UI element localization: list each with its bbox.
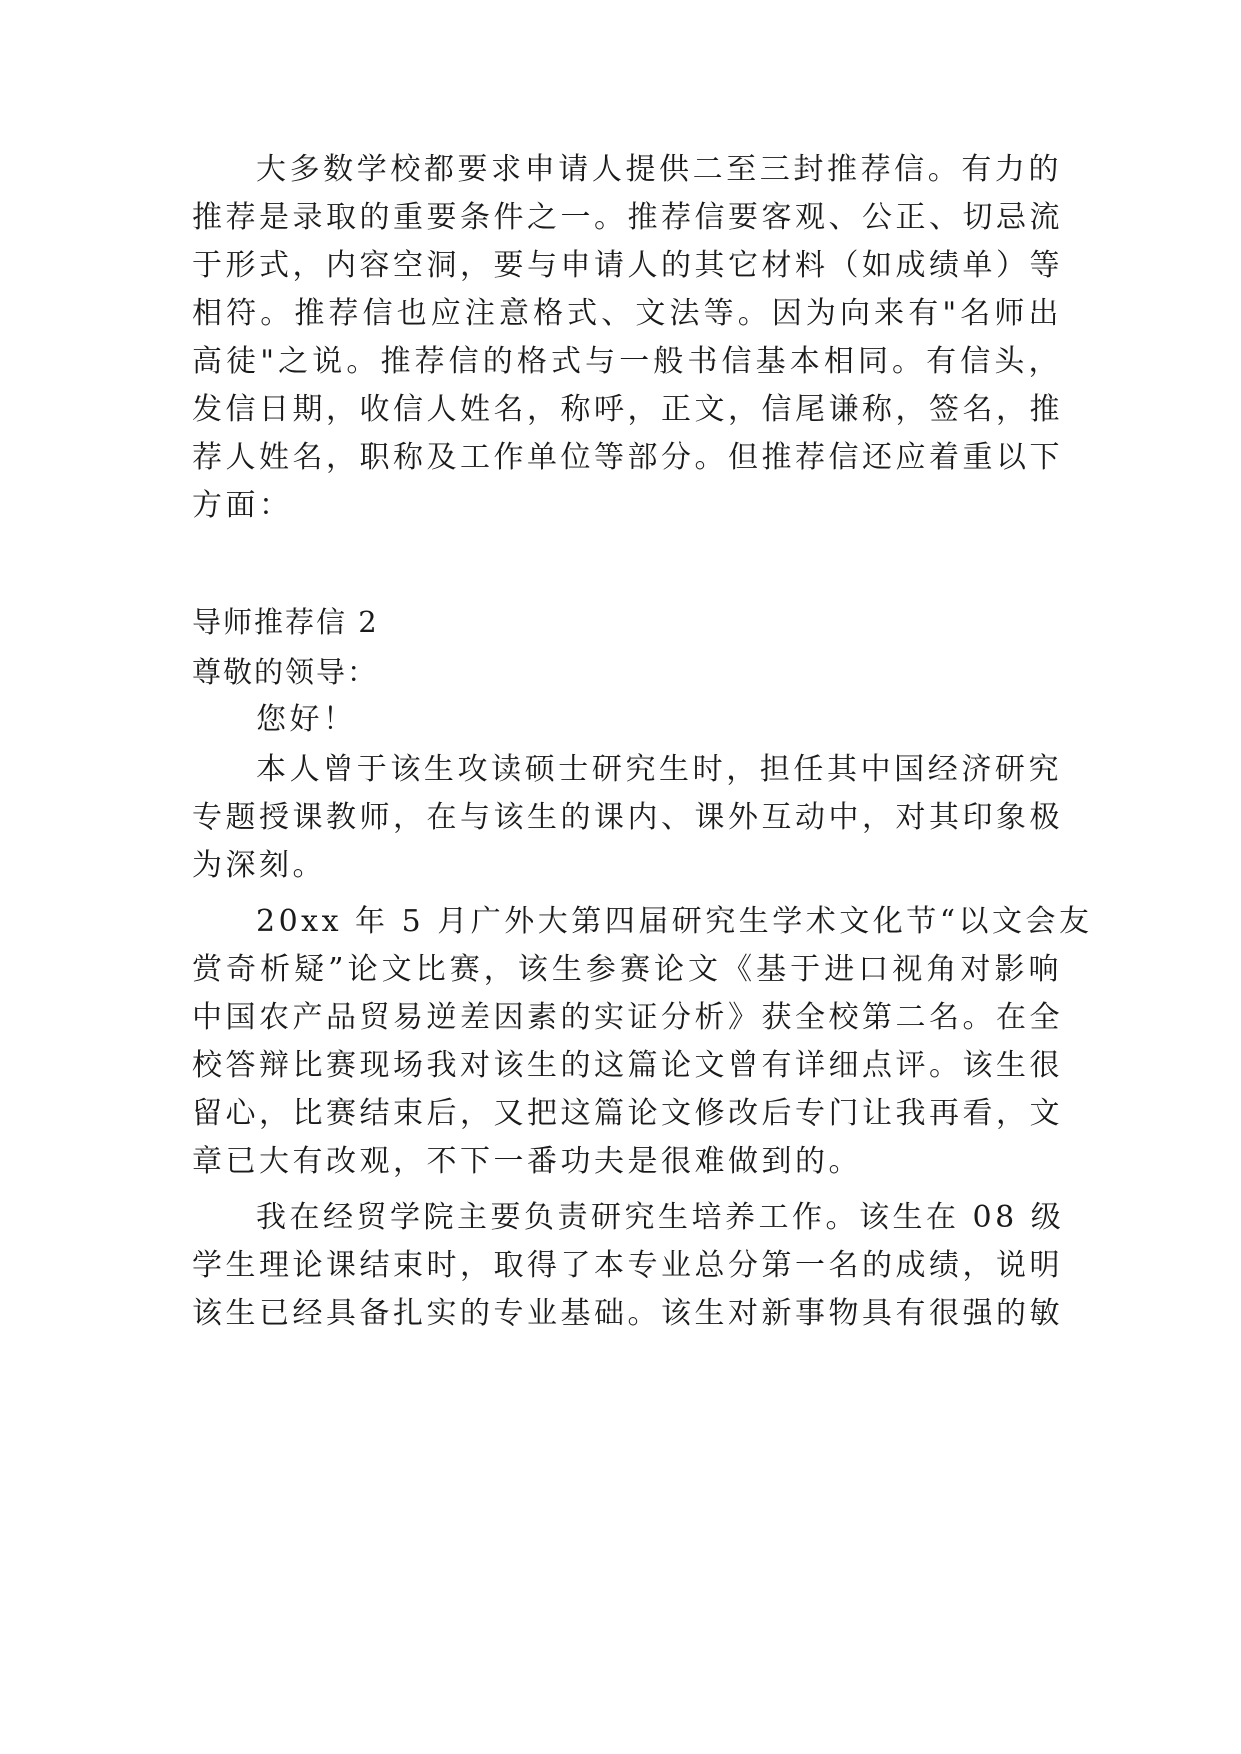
p3-line-3: 该生已经具备扎实的专业基础。该生对新事物具有很强的敏 xyxy=(192,1296,1063,1331)
p2-line-6: 章已大有改观，不下一番功夫是很难做到的。 xyxy=(192,1144,862,1179)
intro-line-3: 于形式，内容空洞，要与申请人的其它材料（如成绩单）等 xyxy=(192,248,1063,283)
intro-line-4: 相符。推荐信也应注意格式、文法等。因为向来有"名师出 xyxy=(192,296,1062,331)
p2-line-1: 20xx 年 5 月广外大第四届研究生学术文化节“以文会友 xyxy=(256,904,1093,939)
intro-line-5: 高徒"之说。推荐信的格式与一般书信基本相同。有信头， xyxy=(192,344,1062,379)
intro-line-6: 发信日期，收信人姓名，称呼，正文，信尾谦称，签名，推 xyxy=(192,392,1063,427)
p2-line-3: 中国农产品贸易逆差因素的实证分析》获全校第二名。在全 xyxy=(192,1000,1063,1035)
intro-line-8: 方面： xyxy=(192,488,293,523)
p2-line-2: 赏奇析疑”论文比赛，该生参赛论文《基于进口视角对影响 xyxy=(192,952,1062,987)
p1-line-3: 为深刻。 xyxy=(192,848,326,883)
greeting: 您好！ xyxy=(256,702,357,737)
p3-line-1: 我在经贸学院主要负责研究生培养工作。该生在 08 级 xyxy=(256,1200,1065,1235)
p2-line-5: 留心，比赛结束后，又把这篇论文修改后专门让我再看，文 xyxy=(192,1096,1063,1131)
salutation: 尊敬的领导： xyxy=(192,655,379,689)
intro-line-7: 荐人姓名，职称及工作单位等部分。但推荐信还应着重以下 xyxy=(192,440,1063,475)
intro-line-1: 大多数学校都要求申请人提供二至三封推荐信。有力的 xyxy=(256,152,1062,187)
letter-title: 导师推荐信 2 xyxy=(192,605,379,639)
p1-line-1: 本人曾于该生攻读硕士研究生时，担任其中国经济研究 xyxy=(256,752,1062,787)
intro-line-2: 推荐是录取的重要条件之一。推荐信要客观、公正、切忌流 xyxy=(192,200,1063,235)
p1-line-2: 专题授课教师，在与该生的课内、课外互动中，对其印象极 xyxy=(192,800,1063,835)
p2-line-4: 校答辩比赛现场我对该生的这篇论文曾有详细点评。该生很 xyxy=(192,1048,1063,1083)
p3-line-2: 学生理论课结束时，取得了本专业总分第一名的成绩，说明 xyxy=(192,1248,1063,1283)
